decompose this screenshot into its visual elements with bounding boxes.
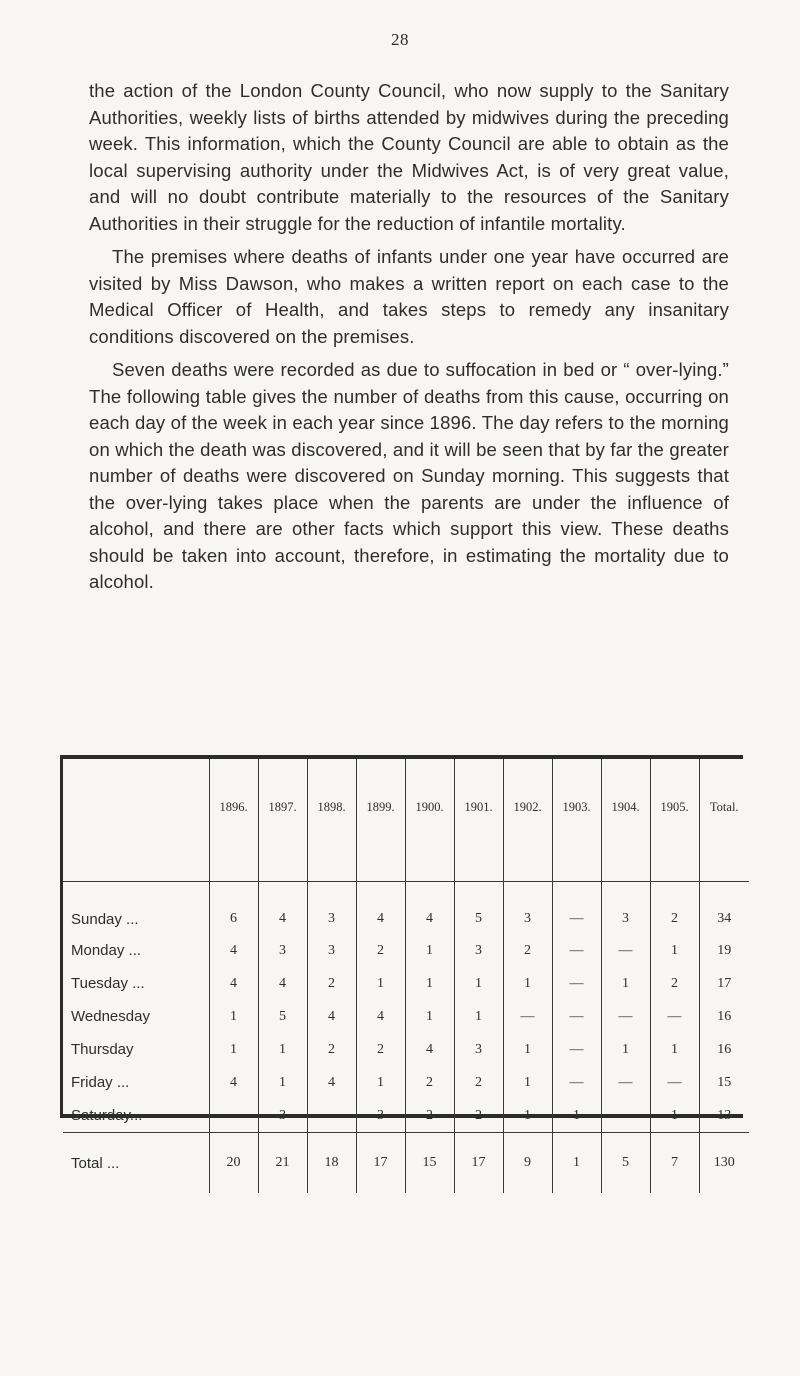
table-cell: 1: [650, 1033, 699, 1066]
table-cell: 1: [503, 1099, 552, 1133]
table-cell: 3: [307, 882, 356, 935]
paragraph: the action of the London County Council, who now supply to the Sanitary Authorities, weekly lists of births attended by midwives during the preceding week. This information, which the County Council are able to obtain as the local supervising authority under the Midwives Act, is of very great value, and will no doubt contribute materially to the resources of the Sanitary Authorities in their struggle for the reduction of infantile mortality.: [89, 80, 729, 234]
table-cell: 1: [356, 1066, 405, 1099]
table-cell: 2: [405, 1099, 454, 1133]
paragraph: Seven deaths were recorded as due to suffocation in bed or “ over-lying.” The following table gives the number of deaths from this cause, occurring on each day of the week in each year since 1896. The day refers to the morning on which the death was discovered, and it will be seen that by far the greater number of deaths were discovered on Sunday morning. This suggests that the over-lying takes place when the parents are under the influence of alcohol, and there are other facts which support this view. These deaths should be taken into account, therefore, in estimating the mortality due to alcohol.: [89, 359, 729, 592]
table-cell: 2: [307, 967, 356, 1000]
row-label: Tuesday ...: [71, 975, 145, 992]
table-cell: 4: [209, 934, 258, 967]
table-cell: 3: [307, 934, 356, 967]
column-header: 1897.: [258, 759, 307, 882]
table-cell: 4: [405, 882, 454, 935]
table-cell: —: [552, 882, 601, 935]
table-cell: 1: [405, 934, 454, 967]
table-cell: 1: [650, 1099, 699, 1133]
table-cell: 34: [699, 882, 749, 935]
table-cell: 2: [356, 1033, 405, 1066]
table-cell: 20: [209, 1133, 258, 1194]
row-label: Monday ...: [71, 942, 142, 959]
table-cell: 16: [699, 1033, 749, 1066]
column-header: 1904.: [601, 759, 650, 882]
column-header: 1905.: [650, 759, 699, 882]
table-cell: 1: [503, 967, 552, 1000]
table-row: [63, 1033, 749, 1066]
table-cell: 18: [307, 1133, 356, 1194]
table-cell: —: [552, 934, 601, 967]
table-cell: —: [601, 934, 650, 967]
data-table: [63, 759, 749, 1193]
table-cell: 2: [356, 934, 405, 967]
table-cell: 2: [503, 934, 552, 967]
table-cell: —: [209, 1099, 258, 1133]
overlying-deaths-table: [60, 755, 743, 1172]
row-label: Thursday: [71, 1041, 134, 1058]
body-text: [89, 78, 729, 596]
table-cell: 4: [356, 1000, 405, 1033]
table-row: [63, 934, 749, 967]
table-cell: —: [650, 1000, 699, 1033]
table-cell: 5: [258, 1000, 307, 1033]
table-cell: 4: [209, 967, 258, 1000]
table-cell: 2: [307, 1033, 356, 1066]
header-row: [63, 759, 749, 882]
row-label: Saturday...: [71, 1107, 143, 1124]
table-cell: 3: [258, 1099, 307, 1133]
table-cell: 15: [699, 1066, 749, 1099]
table-cell: 17: [699, 967, 749, 1000]
table-cell: 1: [405, 967, 454, 1000]
table-cell: 3: [454, 934, 503, 967]
table-cell: 1: [552, 1133, 601, 1194]
table-row: [63, 967, 749, 1000]
table-cell: 4: [356, 882, 405, 935]
table-cell: 4: [209, 1066, 258, 1099]
table-cell: 1: [503, 1033, 552, 1066]
column-header: 1902.: [503, 759, 552, 882]
table-cell: 9: [503, 1133, 552, 1194]
table-cell: 3: [356, 1099, 405, 1133]
row-label: Sunday ...: [71, 910, 139, 928]
table-cell: 1: [258, 1066, 307, 1099]
table-cell: 130: [699, 1133, 749, 1194]
table-cell: 6: [209, 882, 258, 935]
table-cell: —: [503, 1000, 552, 1033]
total-row: [63, 1133, 749, 1194]
table-body: [63, 882, 749, 1133]
column-header: 1901.: [454, 759, 503, 882]
table-cell: —: [552, 1033, 601, 1066]
table-cell: 3: [503, 882, 552, 935]
table-cell: 1: [650, 934, 699, 967]
table-cell: 3: [601, 882, 650, 935]
page-number: 28: [391, 30, 409, 49]
column-header: 1900.: [405, 759, 454, 882]
table-cell: 1: [356, 967, 405, 1000]
table-cell: 3: [454, 1033, 503, 1066]
table-cell: 1: [601, 967, 650, 1000]
table-cell: 4: [405, 1033, 454, 1066]
table-cell: 15: [405, 1133, 454, 1194]
table-cell: 5: [454, 882, 503, 935]
table-cell: 7: [650, 1133, 699, 1194]
table-cell: 4: [307, 1000, 356, 1033]
table-cell: 4: [258, 882, 307, 935]
table-cell: 1: [405, 1000, 454, 1033]
table-cell: —: [601, 1000, 650, 1033]
table-cell: 1: [601, 1033, 650, 1066]
table-cell: —: [601, 1066, 650, 1099]
table-cell: 1: [503, 1066, 552, 1099]
table-cell: —: [552, 1066, 601, 1099]
column-header: Total.: [699, 759, 749, 882]
table-cell: 17: [454, 1133, 503, 1194]
table-cell: 1: [552, 1099, 601, 1133]
paragraph: The premises where deaths of infants under one year have occurred are visited by Miss Dawson, who makes a written report on each case to the Medical Officer of Health, and takes steps to remedy any insanitary conditions discovered on the premises.: [89, 246, 729, 347]
row-label: Friday ...: [71, 1074, 130, 1091]
table-cell: 19: [699, 934, 749, 967]
table-cell: 17: [356, 1133, 405, 1194]
table-row: [63, 1099, 749, 1133]
row-label: Wednesday: [71, 1008, 150, 1025]
table-cell: —: [552, 1000, 601, 1033]
table-cell: —: [552, 967, 601, 1000]
column-header: 1903.: [552, 759, 601, 882]
table-cell: 1: [454, 1000, 503, 1033]
column-header: 1898.: [307, 759, 356, 882]
table-cell: 2: [454, 1099, 503, 1133]
table-cell: —: [601, 1099, 650, 1133]
table-row: [63, 1000, 749, 1033]
table-cell: —: [307, 1099, 356, 1133]
table-cell: 1: [209, 1000, 258, 1033]
table-row: [63, 1066, 749, 1099]
table-cell: 13: [699, 1099, 749, 1133]
table-cell: 21: [258, 1133, 307, 1194]
column-header: 1899.: [356, 759, 405, 882]
table-cell: 1: [454, 967, 503, 1000]
table-cell: —: [650, 1066, 699, 1099]
table-cell: 1: [258, 1033, 307, 1066]
table-row: [63, 882, 749, 935]
table-cell: 2: [405, 1066, 454, 1099]
table-cell: 2: [650, 882, 699, 935]
table-cell: 5: [601, 1133, 650, 1194]
table-cell: 4: [258, 967, 307, 1000]
table-cell: 16: [699, 1000, 749, 1033]
column-header: 1896.: [209, 759, 258, 882]
table-cell: 2: [454, 1066, 503, 1099]
table-cell: 2: [650, 967, 699, 1000]
corner-cell: [63, 759, 209, 882]
table-cell: 1: [209, 1033, 258, 1066]
table-cell: 3: [258, 934, 307, 967]
table-cell: 4: [307, 1066, 356, 1099]
row-label: Total ...: [71, 1154, 120, 1172]
